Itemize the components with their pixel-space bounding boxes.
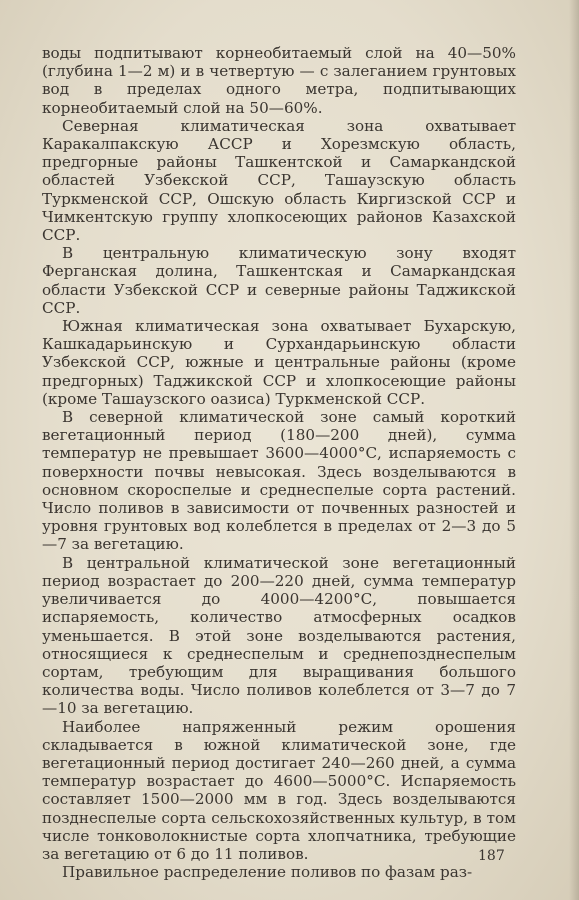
paragraph-1: воды подпитывают корнеобитаемый слой на 40—50% (глубина 1—2 м) и в четвертую — с залеганием грунтовых вод в пределах одного метра, подпитывающих корнеобитаемый слой на 50—60%. — [42, 44, 516, 117]
page-number: 187 — [478, 848, 505, 864]
paragraph-7: Наиболее напряженный режим орошения складывается в южной климатической зоне, где вегетационный период достигает 240—260 дней, а сумма температур возрастает до 4600—5000°С. Испаряемость составляет 1500—2000 мм в год. Здесь возделываются позднеспелые сорта сельскохозяйственных культур, в том числе тонковолокнистые сорта хлопчатника, требующие за вегетацию от 6 до 11 поливов. — [42, 717, 516, 863]
paragraph-6: В центральной климатической зоне вегетационный период возрастает до 200—220 дней, сумма температур увеличивается до 4000—4200°С, повышается испаряемость, количество атмосферных осадков уменьшается. В этой зоне возделываются растения, относящиеся к среднеспелым и среднепозднеспелым сортам, требующим для выращивания большого количества воды. Число поливов колеблется от 3—7 до 7—10 за вегетацию. — [42, 553, 516, 718]
paragraph-5: В северной климатической зоне самый короткий вегетационный период (180—200 дней), сумма температур не превышает 3600—4000°С, испаряемость с поверхности почвы невысокая. Здесь возделываются в основном скороспелые и среднеспелые сорта растений. Число поливов в зависимости от почвенных разностей и уровня грунтовых вод колеблется в пределах от 2—3 до 5—7 за вегетацию. — [42, 408, 516, 554]
body-text — [42, 44, 516, 881]
paragraph-3: В центральную климатическую зону входят Ферганская долина, Ташкентская и Самаркандская области Узбекской ССР и северные районы Таджикской ССР. — [42, 244, 516, 317]
paragraph-4: Южная климатическая зона охватывает Бухарскую, Кашкадарьинскую и Сурхандарьинскую области Узбекской ССР, южные и центральные районы (кроме предгорных) Таджикской ССР и хлопкосеющие районы (кроме Ташаузского оазиса) Туркменской ССР. — [42, 317, 516, 408]
paragraph-2: Северная климатическая зона охватывает Каракалпакскую АССР и Хорезмскую область, предгорные районы Ташкентской и Самаркандской областей Узбекской ССР, Ташаузскую область Туркменской ССР, Ошскую область Киргизской ССР и Чимкентскую группу хлопкосеющих районов Казахской ССР. — [42, 116, 516, 245]
page-edge-shadow — [569, 0, 579, 900]
paragraph-8: Правильное распределение поливов по фазам раз- — [62, 863, 473, 882]
